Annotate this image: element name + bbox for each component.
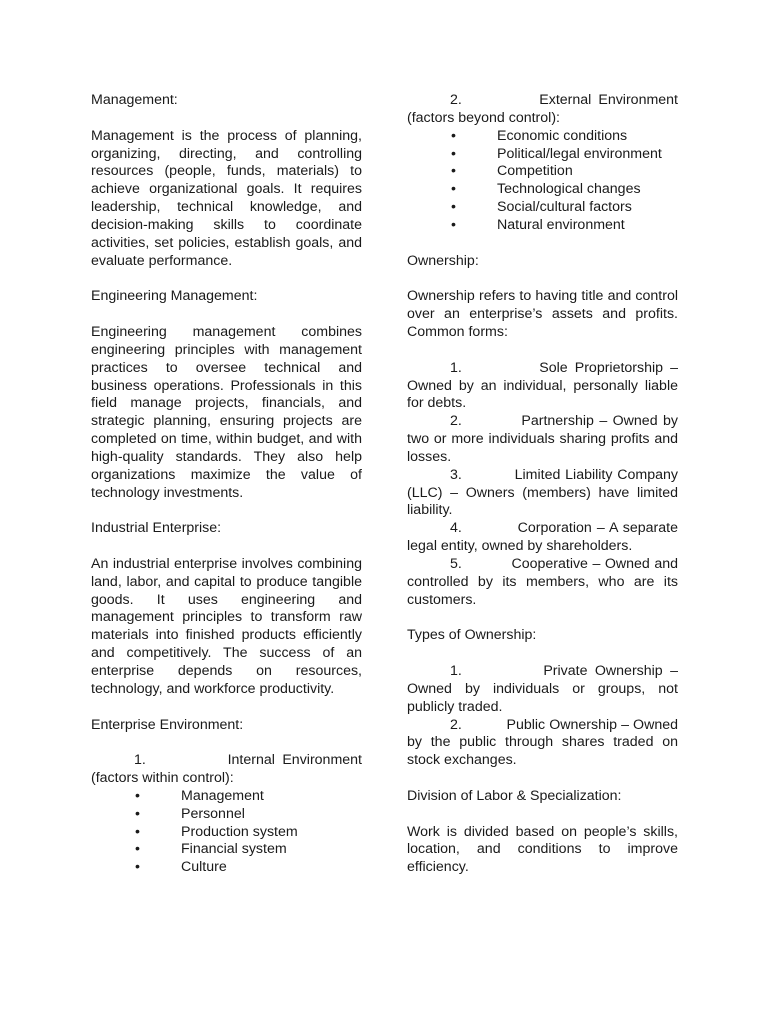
list-item-text: Competition	[497, 163, 573, 180]
enterprise-environment-heading: Enterprise Environment:	[91, 716, 244, 733]
spacer	[91, 110, 362, 128]
spacer	[407, 806, 678, 824]
spacer	[91, 699, 362, 717]
list-item	[407, 217, 678, 235]
ownership-form-item: 2. Partnership – Owned by two or more individuals sharing profits and losses.	[407, 413, 678, 465]
bullet-icon: •	[135, 805, 140, 822]
ownership-form-item: 1. Sole Proprietorship – Owned by an individual, personally liable for debts.	[407, 359, 678, 412]
list-item-text: Management	[181, 787, 264, 804]
list-item	[91, 788, 362, 806]
bullet-icon: •	[135, 787, 140, 804]
right-column	[407, 92, 678, 877]
management-heading: Management:	[91, 92, 178, 108]
internal-factors-list	[91, 788, 362, 877]
ownership-form-item: 4. Corporation – A separate legal entity, owned by shareholders.	[407, 520, 678, 555]
list-item-text: Personnel	[181, 805, 245, 822]
spacer	[407, 342, 678, 360]
list-item-text: Technological changes	[497, 181, 641, 198]
list-item	[91, 806, 362, 824]
bullet-icon: •	[451, 127, 456, 144]
list-item-text: Economic conditions	[497, 127, 628, 144]
bullet-icon: •	[451, 145, 456, 162]
list-item	[407, 199, 678, 217]
bullet-icon: •	[451, 181, 456, 198]
external-factors-list	[407, 128, 678, 235]
list-item	[407, 128, 678, 146]
engineering-management-body: Engineering management combines engineering principles with management practices to oversee technical and business operations. Professionals in this field manage projects, financials, and strategic planning, ensuring projects are completed on time, within budget, and with high-quality standards. They also help organizations maximize the value of technology investments.	[91, 323, 362, 501]
list-item	[407, 163, 678, 181]
list-item	[91, 841, 362, 859]
list-item-text: Political/legal environment	[497, 145, 662, 162]
internal-environment-title: 1. Internal Environment	[134, 752, 362, 769]
management-body: Management is the process of planning, organizing, directing, and controlling resources (people, funds, materials) to achieve organizational goals. It requires leadership, technical knowledge, and decision-making skills to coordinate activities, set policies, establish goals, and evaluate performance.	[91, 127, 362, 269]
internal-environment-subtitle: (factors within control):	[91, 770, 234, 787]
ownership-form-item: 5. Cooperative – Owned and controlled by its members, who are its customers.	[407, 555, 678, 608]
external-environment-subtitle: (factors beyond control):	[407, 109, 560, 126]
ownership-form-item: 3. Limited Liability Company (LLC) – Owners (members) have limited liability.	[407, 466, 678, 519]
left-column	[91, 92, 362, 877]
division-of-labor-body: Work is divided based on people’s skills, location, and conditions to improve efficiency.	[407, 823, 678, 876]
list-item	[91, 824, 362, 842]
bullet-icon: •	[135, 823, 140, 840]
bullet-icon: •	[451, 163, 456, 180]
division-of-labor-heading: Division of Labor & Specialization:	[407, 787, 622, 804]
bullet-icon: •	[451, 199, 456, 216]
industrial-enterprise-body: An industrial enterprise involves combining land, labor, and capital to produce tangible goods. It uses engineering and management principles to transform raw materials into finished products efficiently and competitively. The success of an enterprise depends on resources, technology, and workforce productivity.	[91, 555, 362, 697]
spacer	[91, 270, 362, 288]
bullet-icon: •	[135, 859, 140, 876]
spacer	[91, 538, 362, 556]
ownership-type-item: 1. Private Ownership – Owned by individuals or groups, not publicly traded.	[407, 663, 678, 715]
external-environment-title: 2. External Environment	[450, 92, 678, 108]
spacer	[407, 645, 678, 663]
list-item-text: Natural environment	[497, 216, 625, 233]
spacer	[91, 502, 362, 520]
spacer	[91, 306, 362, 324]
list-item-text: Culture	[181, 859, 227, 876]
ownership-body: Ownership refers to having title and control over an enterprise’s assets and profits. Common forms:	[407, 288, 678, 340]
list-item-text: Financial system	[181, 841, 287, 858]
bullet-icon: •	[451, 216, 456, 233]
spacer	[407, 270, 678, 288]
engineering-management-heading: Engineering Management:	[91, 288, 258, 305]
bullet-icon: •	[135, 841, 140, 858]
spacer	[407, 770, 678, 788]
industrial-enterprise-heading: Industrial Enterprise:	[91, 520, 222, 537]
types-of-ownership-heading: Types of Ownership:	[407, 627, 537, 644]
list-item	[407, 181, 678, 199]
ownership-type-item: 2. Public Ownership – Owned by the public through shares traded on stock exchanges.	[407, 716, 678, 769]
list-item-text: Social/cultural factors	[497, 199, 632, 216]
ownership-heading: Ownership:	[407, 252, 479, 269]
spacer	[91, 734, 362, 752]
list-item	[407, 146, 678, 164]
spacer	[407, 609, 678, 627]
list-item-text: Production system	[181, 823, 298, 840]
spacer	[407, 235, 678, 253]
list-item	[91, 859, 362, 877]
